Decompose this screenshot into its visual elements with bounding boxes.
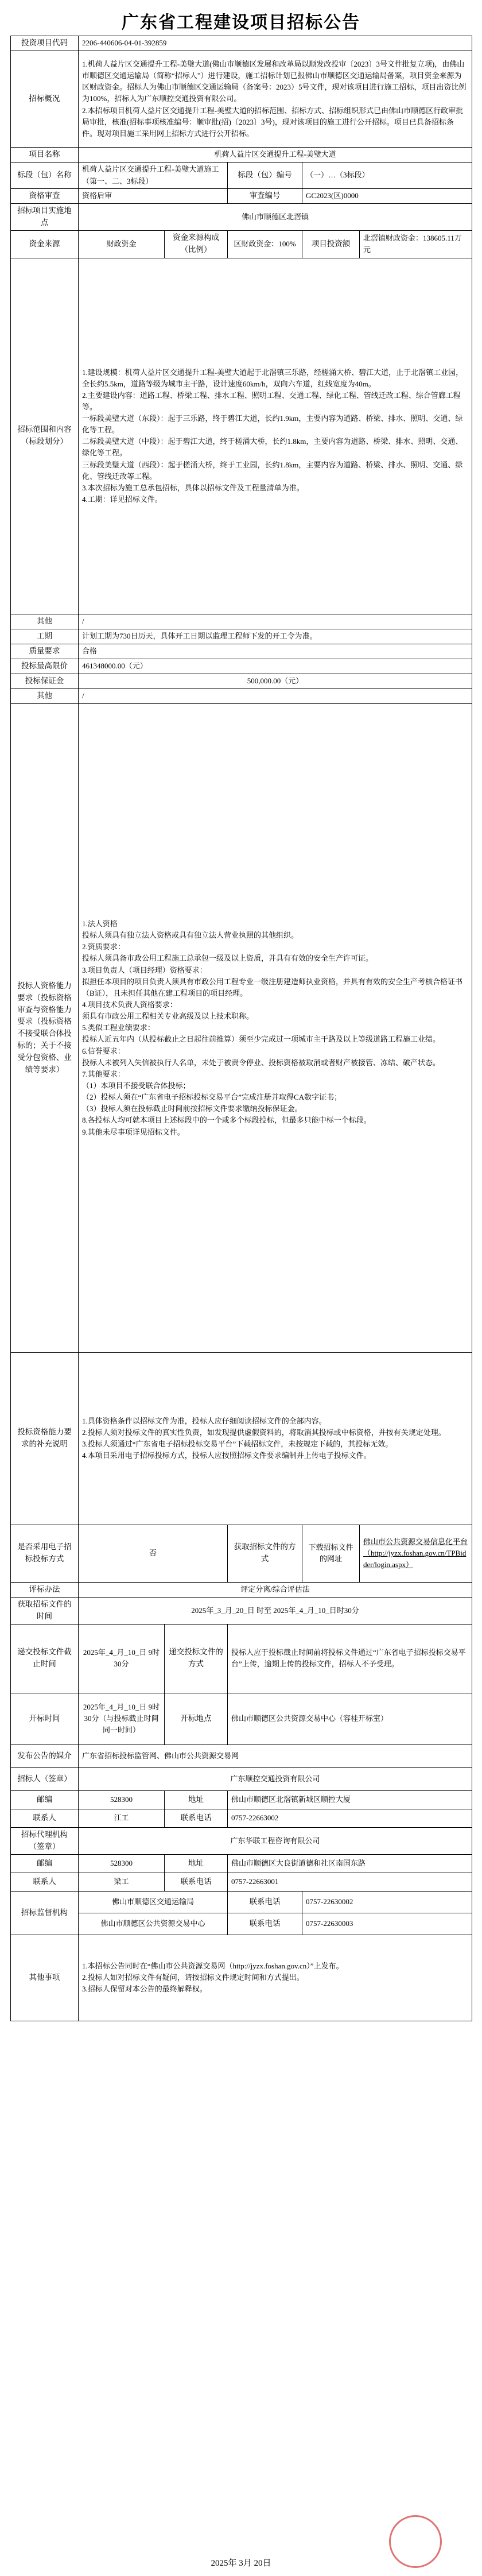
doc-access: 下载招标文件的网址 <box>302 1525 360 1582</box>
scope-paragraph: 1.建设规模：机荷人益片区交通提升工程-美璧大道起于北滘镇三乐路，经槎涌大桥、碧江大道，止于北滘镇工业园，全长约5.5km，道路等级为城市主干路，设计速度60km/h，双向六车道，红线宽度为40m。 <box>82 368 464 388</box>
doc-time: 2025年_3_月_20_日 时至 2025年_4_月_10_日时30分 <box>79 1597 472 1624</box>
requirement-line: （3）投标人须在投标截止时间前按招标文件要求缴纳投标保证金。 <box>82 1104 302 1113</box>
footer-date: 2025年 3月 20日 <box>211 2559 271 2568</box>
review-no: GC2023(区)0000 <box>302 189 472 204</box>
project-code: 2206-440606-04-01-392859 <box>79 36 472 51</box>
fund-source-label: 资金来源 <box>11 230 79 258</box>
open-place-label: 开标地点 <box>165 1693 228 1745</box>
agent-zip-label: 邮编 <box>11 1854 79 1873</box>
overview: 1.机荷人益片区交通提升工程-美璧大道(佛山市顺德区发展和改革局以顺发改投审〔2023〕3号文件批复立项)，由佛山市顺德区交通运输局（简称“招标人”）进行建设，施工招标计划已报佛山市顺德区交通运输局备案，项目资金来源为区财政资金。招标人为佛山市顺德区交通运输局（备案号：2023）5号文件，现对该项目进行施工招标，项目出资比例为100%，招标人为广东顺控交通投资有限公司。 2.本招标项目机荷人益片区交通提升工程-美璧大道的招标范围、招标方式、招标组织形式已由佛山市顺德区行政审批局审批，核准(招标事项核准编号：顺审批(招)〔2023〕3号)，现对该项目的施工进行公开招标。项目已具备招标条件。现对项目施工采用网上招标方式进行公开招标。 <box>79 51 472 148</box>
publish-label: 发布公告的媒介 <box>11 1745 79 1767</box>
zip-label: 邮编 <box>11 1790 79 1809</box>
submit-method: 投标人应于投标截止时间前将投标文件通过“广东省电子招标投标交易平台”上传，逾期上传的投标文件，招标人不予受理。 <box>228 1624 472 1693</box>
super: 佛山市顺德区交通运输局 <box>79 1891 228 1913</box>
location: 佛山市顺德区北滘镇 <box>79 204 472 231</box>
other-notes-label: 投标资格能力要求的补充说明 <box>11 1352 79 1525</box>
requirement-line: 拟担任本项目的项目负责人须具有市政公用工程专业一级注册建造师执业资格，并具有有效的安全生产考核合格证书（B证），且未担任其他在建工程项目的项目经理。 <box>82 977 463 997</box>
review-no-label: 审查编号 <box>228 189 302 204</box>
open-label: 开标时间 <box>11 1693 79 1745</box>
contact-label: 联系人 <box>11 1809 79 1827</box>
requirement-line: 2.资质要求： <box>82 942 125 952</box>
quality-label: 质量要求 <box>11 644 79 659</box>
quality: 合格 <box>79 644 472 659</box>
doc-url-link[interactable]: 佛山市公共资源交易信息化平台（http://jyzx.foshan.gov.cn/TPBidder/login.aspx） <box>363 1537 468 1569</box>
fund-ratio-label: 资金来源构成（比例） <box>165 230 228 258</box>
requirement-line: 4.项目技术负责人资格要求： <box>82 1000 177 1009</box>
tel: 0757-22663002 <box>228 1809 472 1827</box>
requirement-line: 投标人须具备市政公用工程施工总承包一级及以上资质，并具有有效的安全生产许可证。 <box>82 954 374 963</box>
scope-paragraph: 4.工期：详见招标文件。 <box>82 495 162 504</box>
agent-tel-label: 联系电话 <box>165 1873 228 1891</box>
doc-time-label: 获取招标文件的时间 <box>11 1597 79 1624</box>
requirements-label: 投标人资格能力要求（投标资格审查与资格能力要求（投标资格不接受联合体投标的；关于不接受分包资格、业绩等要求） <box>11 703 79 1352</box>
tenderee: 广东顺控交通投资有限公司 <box>79 1767 472 1790</box>
project-name: 机荷人益片区交通提升工程-美璧大道 <box>79 148 472 163</box>
agent-tel: 0757-22663001 <box>228 1873 472 1891</box>
max-price: 461348000.00（元） <box>79 659 472 674</box>
submit-method-label: 递交投标文件的方式 <box>165 1624 228 1693</box>
submit-label: 递交投标文件截止时间 <box>11 1624 79 1693</box>
bond: 500,000.00（元） <box>79 674 472 689</box>
agent-addr: 佛山市顺德区大良街道德和社区南国东路 <box>228 1854 472 1873</box>
section-code: （一）…（3标段） <box>302 163 472 189</box>
requirement-line: 3.项目负责人（项目经理）资格要求： <box>82 965 207 974</box>
zip: 528300 <box>79 1790 165 1809</box>
doc-access-label: 获取招标文件的方式 <box>228 1525 302 1582</box>
location-label: 招标项目实施地点 <box>11 204 79 231</box>
scope-label: 招标范围和内容（标段划分） <box>11 258 79 614</box>
open-place: 佛山市顺德区公共资源交易中心（容桂开标室） <box>228 1693 472 1745</box>
section-name-label: 标段（包）名称 <box>11 163 79 189</box>
bond-label: 投标保证金 <box>11 674 79 689</box>
is-online-label: 是否采用电子招标投标方式 <box>11 1525 79 1582</box>
max-price-label: 投标最高限价 <box>11 659 79 674</box>
review-method-label: 评标办法 <box>11 1582 79 1597</box>
section-name: 机荷人益片区交通提升工程-美璧大道施工（第一、二、3标段） <box>79 163 228 189</box>
duration-label: 工期 <box>11 629 79 644</box>
scope-paragraph: 2.主要建设内容：道路工程、桥梁工程、排水工程、照明工程、交通工程、绿化工程、管线迁改工程、综合管廊工程等。 <box>82 390 461 411</box>
section-code-label: 标段（包）编号 <box>228 163 302 189</box>
scope-content <box>79 258 472 614</box>
agent-addr-label: 地址 <box>165 1854 228 1873</box>
fund-source: 财政资金 <box>79 230 165 258</box>
other2-label: 其他 <box>11 689 79 703</box>
submit-time: 2025年_4_月_10_日 9时30分 <box>79 1624 165 1693</box>
announcement-table <box>10 36 472 2021</box>
requirement-line: 5.类似工程业绩要求： <box>82 1023 155 1032</box>
other2: / <box>79 689 472 703</box>
requirement-line: （1）本项目不接受联合体投标； <box>82 1081 191 1090</box>
super-tel: 0757-22630002 <box>302 1891 472 1913</box>
other-notes: 1.具体资格条件以招标文件为准，投标人应仔细阅读招标文件的全部内容。 2.投标人须对投标文件的真实性负责，如发现提供虚假资料的，将取消其投标或中标资格，并按有关规定处理。 3.投标人须通过“广东省电子招标投标交易平台”下载招标文件，未按规定下载的，其投标无效。 4.本项目采用电子招标投标方式，投标人应按照招标文件要求编制并上传电子投标文件。 <box>79 1352 472 1525</box>
super2: 佛山市顺德区公共资源交易中心 <box>79 1913 228 1935</box>
is-online: 否 <box>79 1525 228 1582</box>
addr: 佛山市顺德区北滘镇新城区顺控大厦 <box>228 1790 472 1809</box>
requirement-line: 8.各投标人均可就本项目上述标段中的一个或多个标段投标，但最多只能中标一个标段。 <box>82 1116 371 1125</box>
requirement-line: 投标人须具有独立法人资格或具有独立法人营业执照的其他组织。 <box>82 931 299 940</box>
project-name-label: 项目名称 <box>11 148 79 163</box>
overview-label: 招标概况 <box>11 51 79 148</box>
page-title: 广东省工程建设项目招标公告 <box>122 13 360 32</box>
requirements-content <box>79 703 472 1352</box>
open-time: 2025年_4_月_10_日 9时30分（与投标截止时间同一时间） <box>79 1693 165 1745</box>
fund-ratio: 区财政资金：100% <box>228 230 302 258</box>
tenderee-label: 招标人（签章） <box>11 1767 79 1790</box>
notes: 1.本招标公告同时在“佛山市公共资源交易网（http://jyzx.foshan.gov.cn）”上发布。 2.投标人如对招标文件有疑问，请按招标文件规定时间和方式提出。 3.招标人保留对本公告的最终解释权。 <box>79 1935 472 2021</box>
super-label: 招标监督机构 <box>11 1891 79 1935</box>
super2-tel: 0757-22630003 <box>302 1913 472 1935</box>
project-code-label: 投资项目代码 <box>11 36 79 51</box>
scope-paragraph: 二标段美璧大道（中段）：起于碧江大道，终于槎涌大桥，长约1.8km，主要内容为道路、桥梁、排水、照明、交通、绿化等工程。 <box>82 437 463 458</box>
requirement-line: （2）投标人须在“广东省电子招标投标交易平台”完成注册并取得CA数字证书； <box>82 1093 342 1102</box>
agent-contact-label: 联系人 <box>11 1873 79 1891</box>
review-method: 评定分离/综合评估法 <box>79 1582 472 1597</box>
requirement-line: 须具有市政公用工程相关专业高级及以上技术职称。 <box>82 1012 254 1021</box>
requirement-line: 6.信誉要求： <box>82 1046 125 1055</box>
super2-tel-label: 联系电话 <box>228 1913 302 1935</box>
agent-contact: 梁工 <box>79 1873 165 1891</box>
scope-paragraph: 三标段美璧大道（西段）：起于槎涌大桥，终于工业园，长约1.8km，主要内容为道路、桥梁、排水、照明、交通、绿化、管线迁改等工程。 <box>82 460 463 481</box>
agent-label: 招标代理机构（签章） <box>11 1827 79 1854</box>
scope-paragraph: 3.本次招标为施工总承包招标，具体以招标文件及工程量清单为准。 <box>82 483 304 492</box>
addr-label: 地址 <box>165 1790 228 1809</box>
scope-paragraph: 一标段美璧大道（东段）：起于三乐路，终于碧江大道，长约1.9km，主要内容为道路、桥梁、排水、照明、交通、绿化等工程。 <box>82 414 463 435</box>
agent-zip: 528300 <box>79 1854 165 1873</box>
budget-label: 项目投资额 <box>302 230 360 258</box>
qualification: 资格后审 <box>79 189 228 204</box>
duration: 计划工期为730日历天，具体开工日期以监理工程师下发的开工令为准。 <box>79 629 472 644</box>
doc-url[interactable] <box>360 1525 472 1582</box>
requirement-line: 1.法人资格 <box>82 919 118 928</box>
requirement-line: 7.其他要求： <box>82 1069 125 1078</box>
super-tel-label: 联系电话 <box>228 1891 302 1913</box>
budget: 北滘镇财政资金：138605.11万元 <box>360 230 472 258</box>
notes-label: 其他事项 <box>11 1935 79 2021</box>
other: / <box>79 614 472 629</box>
requirement-line: 9.其他未尽事项详见招标文件。 <box>82 1127 185 1136</box>
qualification-label: 资格审查 <box>11 189 79 204</box>
requirement-line: 投标人近五年内（从投标截止之日起往前推算）须至少完成过一项城市主干路及以上等级道路工程施工业绩。 <box>82 1035 441 1044</box>
contact: 江工 <box>79 1809 165 1827</box>
requirement-line: 投标人未被列入失信被执行人名单，未处于被责令停业、投标资格被取消或者财产被接管、冻结、破产状态。 <box>82 1058 441 1067</box>
other-label: 其他 <box>11 614 79 629</box>
tel-label: 联系电话 <box>165 1809 228 1827</box>
publish: 广东省招标投标监管网、佛山市公共资源交易网 <box>79 1745 472 1767</box>
agent: 广东华联工程咨询有限公司 <box>79 1827 472 1854</box>
